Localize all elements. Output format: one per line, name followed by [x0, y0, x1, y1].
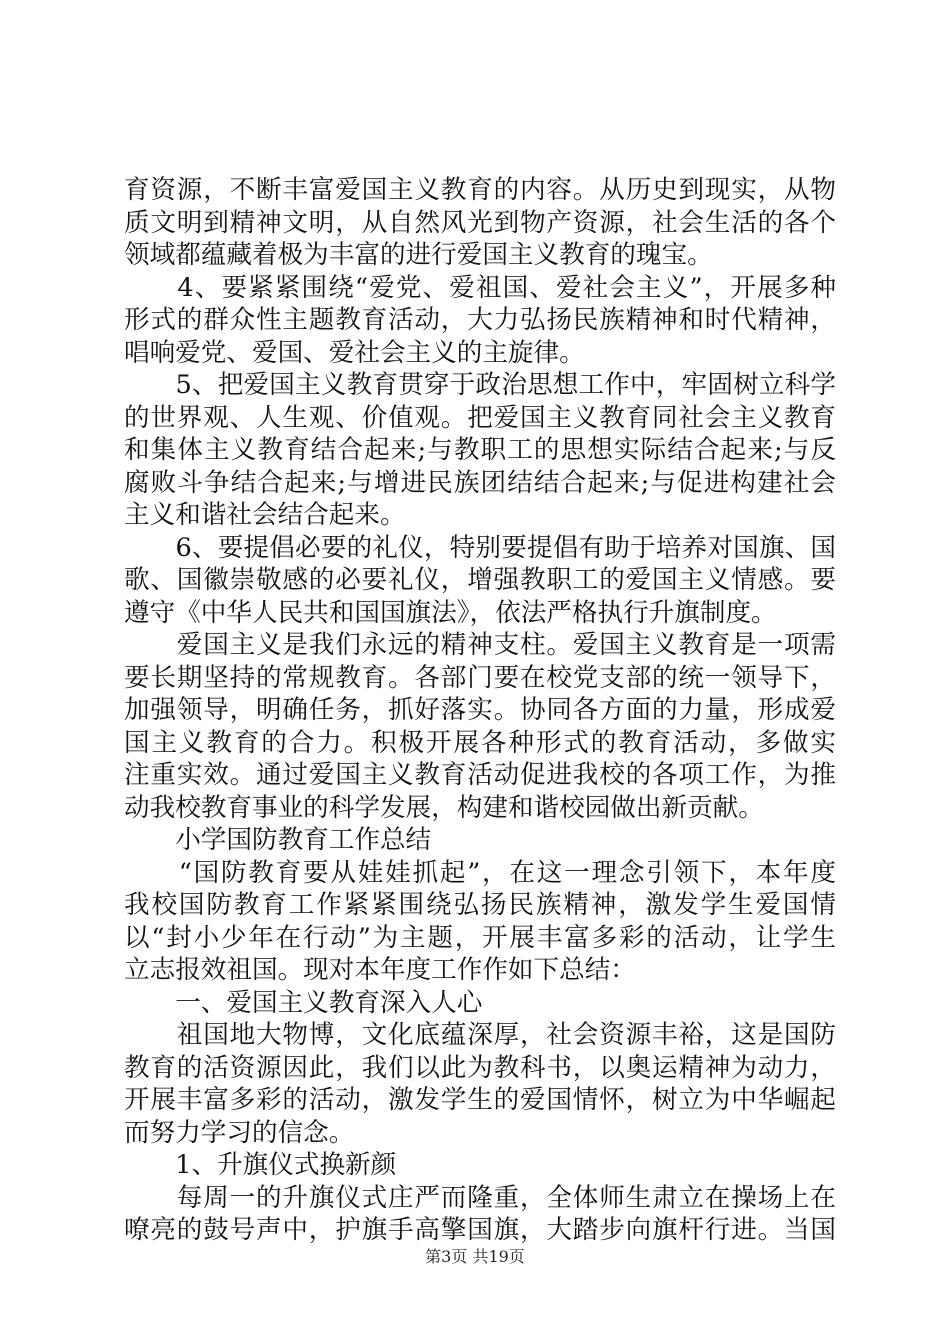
text-line: 嘹亮的鼓号声中，护旗手高擎国旗，大踏步向旗杆行进。当国 [124, 1215, 836, 1245]
text-line: 4、要紧紧围绕“爱党、爱祖国、爱社会主义”，开展多种 [124, 272, 836, 303]
text-line: “国防教育要从娃娃抓起”，在这一理念引领下，本年度 [124, 857, 836, 888]
text-line: 领域都蕴藏着极为丰富的进行爱国主义教育的瑰宝。 [124, 240, 713, 270]
text-line: 唱响爱党、爱国、爱社会主义的主旋律。 [124, 337, 585, 368]
text-line: 以“封小少年在行动”为主题，开展丰富多彩的活动，让学生 [124, 922, 836, 953]
text-line: 我校国防教育工作紧紧围绕弘扬民族精神，激发学生爱国情 [124, 890, 836, 920]
text-line: 国主义教育的合力。积极开展各种形式的教育活动，多做实 [124, 727, 836, 758]
text-line: 的世界观、人生观、价值观。把爱国主义教育同社会主义教育 [124, 402, 836, 433]
text-line: 5、把爱国主义教育贯穿于政治思想工作中，牢固树立科学 [124, 370, 836, 400]
text-line: 形式的群众性主题教育活动，大力弘扬民族精神和时代精神， [124, 305, 836, 335]
text-line: 而努力学习的信念。 [124, 1117, 355, 1148]
text-line: 1、升旗仪式换新颜 [124, 1150, 397, 1180]
text-line: 6、要提倡必要的礼仪，特别要提倡有助于培养对国旗、国 [124, 532, 836, 563]
text-line: 要长期坚持的常规教育。各部门要在校党支部的统一领导下， [124, 662, 836, 693]
text-line: 动我校教育事业的科学发展，构建和谐校园做出新贡献。 [124, 792, 764, 823]
document-body [124, 174, 836, 1247]
text-line: 注重实效。通过爱国主义教育活动促进我校的各项工作，为推 [124, 760, 836, 790]
text-line: 开展丰富多彩的活动，激发学生的爱国情怀，树立为中华崛起 [124, 1085, 836, 1115]
page-footer: 第3页 共19页 [425, 1247, 525, 1266]
text-line: 腐败斗争结合起来;与增进民族团结结合起来;与促进构建社会 [124, 467, 836, 498]
text-line: 一、爱国主义教育深入人心 [124, 987, 483, 1018]
text-line: 祖国地大物博，文化底蕴深厚，社会资源丰裕，这是国防 [124, 1020, 836, 1050]
text-line: 主义和谐社会结合起来。 [124, 500, 406, 530]
text-line: 每周一的升旗仪式庄严而隆重，全体师生肃立在操场上在 [124, 1182, 836, 1213]
text-line: 加强领导，明确任务，抓好落实。协同各方面的力量，形成爱 [124, 695, 836, 725]
text-line: 教育的活资源因此，我们以此为教科书，以奥运精神为动力， [124, 1052, 836, 1083]
text-line: 爱国主义是我们永远的精神支柱。爱国主义教育是一项需 [124, 630, 836, 660]
text-line: 歌、国徽崇敬感的必要礼仪，增强教职工的爱国主义情感。要 [124, 565, 836, 595]
text-line: 小学国防教育工作总结 [124, 825, 432, 855]
text-line: 立志报效祖国。现对本年度工作作如下总结： [124, 955, 636, 985]
text-line: 育资源，不断丰富爱国主义教育的内容。从历史到现实，从物 [124, 175, 836, 205]
text-line: 和集体主义教育结合起来;与教职工的思想实际结合起来;与反 [124, 435, 836, 465]
text-line: 质文明到精神文明，从自然风光到物产资源，社会生活的各个 [124, 207, 836, 238]
text-line: 遵守《中华人民共和国国旗法》，依法严格执行升旗制度。 [124, 597, 777, 628]
